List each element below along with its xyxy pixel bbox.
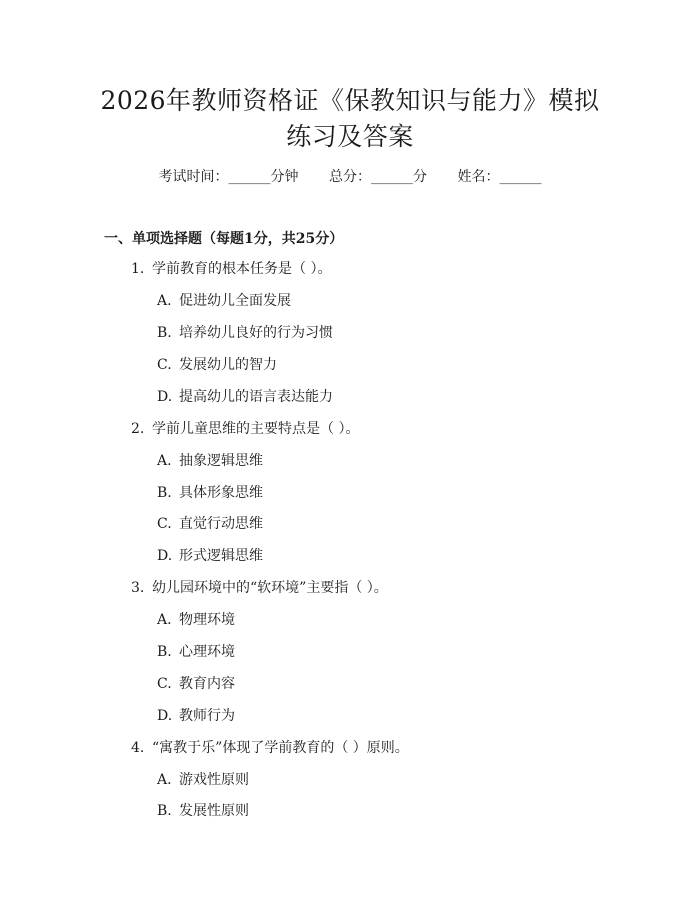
total-score-blank: ______ [371,169,413,185]
option-key: C. [157,676,172,692]
option-text: 物理环境 [179,612,235,628]
name-field [457,166,541,188]
question-4 [131,738,409,758]
option-text: 教育内容 [179,676,235,692]
question-2-option-a [157,451,263,471]
question-4-option-b [157,801,249,821]
exam-time-label: 考试时间： [158,169,229,185]
total-score-label: 总分： [329,169,371,185]
question-2-option-c [157,514,263,534]
option-key: B. [157,485,172,501]
option-key: B. [157,803,172,819]
exam-info-row [0,166,700,188]
question-2-option-b [157,483,263,503]
exam-time-blank: ______ [228,169,271,185]
question-number: 3. [131,580,145,596]
option-text: 培养幼儿良好的行为习惯 [179,325,333,341]
question-1-option-d [157,387,333,407]
question-3-option-a [157,610,235,630]
option-text: 具体形象思维 [179,485,263,501]
option-text: 提高幼儿的语言表达能力 [179,389,333,405]
total-score-field [329,166,427,188]
question-3-option-c [157,674,235,694]
question-1-option-b [157,323,333,343]
option-key: B. [157,325,172,341]
option-key: A. [157,612,172,628]
option-text: 直觉行动思维 [179,516,263,532]
question-3-option-d [157,706,235,726]
name-label: 姓名： [457,169,500,185]
question-number: 1. [131,261,145,277]
option-key: C. [157,357,172,373]
question-text: 学前教育的根本任务是（ ）。 [152,261,332,277]
option-text: 形式逻辑思维 [179,548,263,564]
question-text: “寓教于乐”体现了学前教育的（ ）原则。 [152,740,409,756]
question-1-option-c [157,355,277,375]
total-score-unit: 分 [413,169,427,185]
question-2-option-d [157,546,263,566]
section-heading: 一、单项选择题（每题1分，共25分） [104,231,344,247]
name-blank: ______ [499,169,542,185]
option-text: 发展幼儿的智力 [179,357,277,373]
question-text: 幼儿园环境中的“软环境”主要指（ ）。 [152,580,388,596]
question-3-option-b [157,642,235,662]
question-1-option-a [157,291,291,311]
option-text: 心理环境 [179,644,235,660]
option-key: A. [157,293,172,309]
question-text: 学前儿童思维的主要特点是（ ）。 [152,421,360,437]
option-text: 教师行为 [179,708,235,724]
document-title-line-2: 练习及答案 [286,122,414,151]
option-key: C. [157,516,172,532]
question-3 [131,578,388,598]
option-key: B. [157,644,172,660]
question-number: 2. [131,421,145,437]
option-text: 促进幼儿全面发展 [179,293,291,309]
question-4-option-a [157,770,249,790]
option-text: 抽象逻辑思维 [179,453,263,469]
option-key: D. [157,708,173,724]
exam-time-field [159,166,299,188]
option-text: 游戏性原则 [179,772,249,788]
option-text: 发展性原则 [179,803,249,819]
document-title-line-1: 2026年教师资格证《保教知识与能力》模拟 [100,86,600,115]
option-key: D. [157,389,173,405]
exam-time-unit: 分钟 [270,169,299,185]
question-1 [131,259,331,279]
option-key: D. [157,548,173,564]
question-2 [131,419,359,439]
option-key: A. [157,772,172,788]
question-number: 4. [131,740,145,756]
option-key: A. [157,453,172,469]
